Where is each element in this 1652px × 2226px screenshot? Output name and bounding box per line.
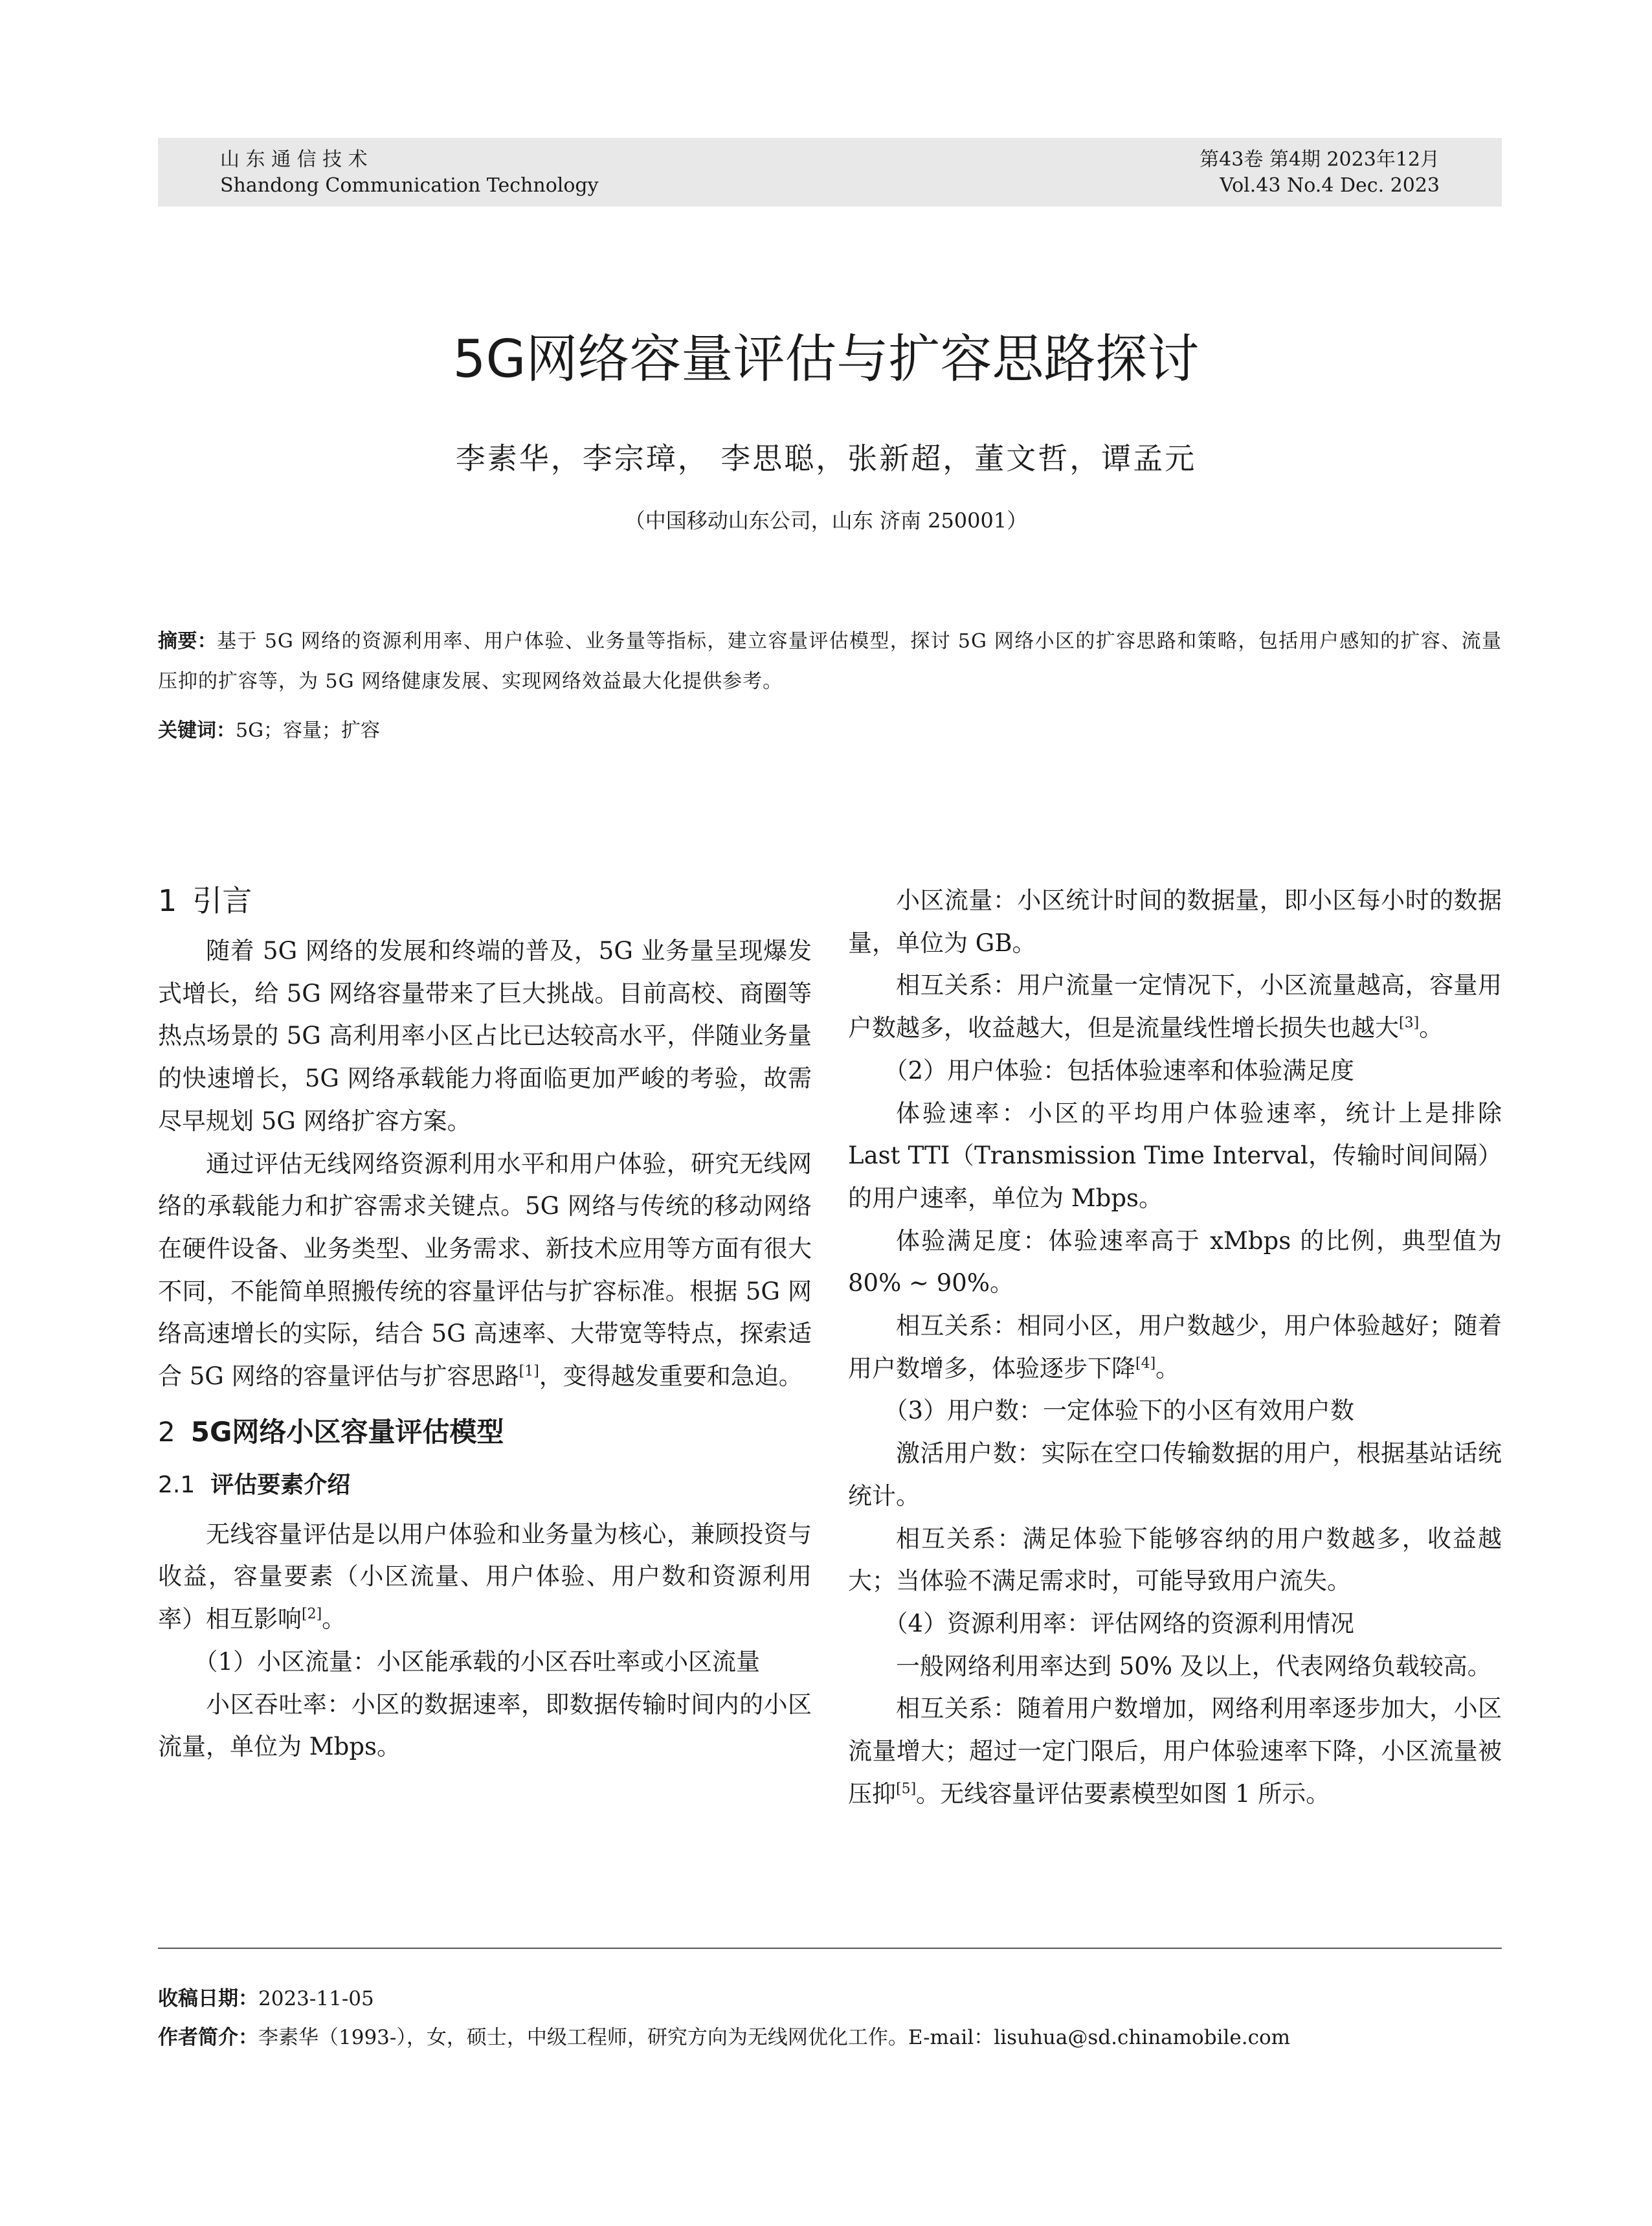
paragraph	[848, 1645, 1502, 1688]
issue-info-en: Vol.43 No.4 Dec. 2023	[1220, 174, 1440, 197]
paragraph-text: 。	[1155, 1354, 1180, 1382]
paragraph-text: 。	[1419, 1014, 1444, 1042]
paragraph-text: 体验速率：小区的平均用户体验速率，统计上是排除 Last TTI（Transmission Time Interval，传输时间间隔）的用户速率，单位为 Mbps。	[848, 1099, 1502, 1212]
citation: [4]	[1135, 1355, 1156, 1372]
section-number: 2	[158, 1415, 175, 1448]
paragraph	[848, 1220, 1502, 1305]
paragraph	[848, 1092, 1502, 1220]
paragraph-text: ，变得越发重要和急迫。	[539, 1362, 803, 1391]
paragraph-text: （2）用户体验：包括体验速率和体验满足度	[884, 1056, 1355, 1085]
author-list: 李素华，李宗璋， 李思聪，张新超，董文哲，谭孟元	[455, 441, 1197, 476]
abstract-label: 摘要：	[158, 630, 218, 653]
paragraph	[848, 964, 1502, 1049]
section-heading-model	[158, 1412, 812, 1452]
affiliation: （中国移动山东公司，山东 济南 250001）	[624, 508, 1028, 533]
paragraph-text: 相互关系：相同小区，用户数越少，用户体验越好；随着用户数增多，体验逐步下降	[848, 1312, 1502, 1382]
right-column	[848, 879, 1502, 1815]
journal-name-cn: 山 东 通 信 技 术	[220, 148, 368, 171]
paragraph-text: 无线容量评估是以用户体验和业务量为核心，兼顾投资与收益，容量要素（小区流量、用户体验、用户数和资源利用率）相互影响	[158, 1520, 812, 1634]
issue-info-cn: 第43卷 第4期 2023年12月	[1200, 148, 1440, 171]
author-bio	[158, 2023, 1502, 2052]
section-heading-introduction	[158, 879, 812, 922]
footnote-divider	[158, 1948, 1502, 1949]
paragraph-text: 相互关系：满足体验下能够容纳的用户数越多，收益越大；当体验不满足需求时，可能导致用户流失。	[848, 1524, 1502, 1595]
subsection-heading	[158, 1467, 812, 1504]
paragraph	[158, 1641, 812, 1683]
subsection-title: 评估要素介绍	[210, 1471, 351, 1498]
left-column	[158, 879, 812, 1768]
section-title: 5G网络小区容量评估模型	[190, 1415, 504, 1448]
received-date	[158, 1984, 1502, 2014]
header-right	[1200, 147, 1440, 199]
paragraph-text: （4）资源利用率：评估网络的资源利用情况	[884, 1609, 1355, 1637]
paragraph-text: 相互关系：随着用户数增加，网络利用率逐步加大，小区流量增大；超过一定门限后，用户体验速率下降，小区流量被压抑	[848, 1694, 1502, 1808]
received-value: 2023-11-05	[258, 1987, 374, 2010]
paragraph-text: 小区流量：小区统计时间的数据量，即小区每小时的数据量，单位为 GB。	[848, 886, 1502, 957]
journal-header	[158, 138, 1502, 207]
abstract	[158, 622, 1502, 702]
paragraph-text: 通过评估无线网络资源利用水平和用户体验，研究无线网络的承载能力和扩容需求关键点。5G 网络与传统的移动网络在硬件设备、业务类型、业务需求、新技术应用等方面有很大不同，不能简单照搬传统的容量评估与扩容标准。根据 5G 网络高速增长的实际，结合 5G 高速率、大带宽等特点，探索适合 5G 网络的容量评估与扩容思路	[158, 1149, 812, 1391]
citation: [5]	[896, 1781, 917, 1797]
paragraph	[848, 1432, 1502, 1517]
paragraph	[848, 879, 1502, 964]
received-label: 收稿日期：	[158, 1987, 258, 2010]
paragraph-text: 。	[322, 1605, 346, 1634]
author-bio-text: 李素华（1993-），女，硕士，中级工程师，研究方向为无线网优化工作。E-mail：lisuhua@sd.chinamobile.com	[258, 2026, 1291, 2049]
paragraph-text: 相互关系：用户流量一定情况下，小区流量越高，容量用户数越多，收益越大，但是流量线性增长损失也越大	[848, 971, 1502, 1042]
paragraph-text: （1）小区流量：小区能承载的小区吞吐率或小区流量	[194, 1647, 761, 1676]
paragraph	[158, 1683, 812, 1768]
section-number: 1	[158, 883, 177, 918]
keywords	[158, 711, 1502, 751]
paragraph	[848, 1602, 1502, 1645]
paragraph	[848, 1518, 1502, 1602]
paragraph-text: 小区吞吐率：小区的数据速率，即数据传输时间内的小区流量，单位为 Mbps。	[158, 1690, 812, 1761]
journal-name-en: Shandong Communication Technology	[220, 174, 599, 197]
paragraph	[158, 1513, 812, 1641]
subsection-number: 2.1	[158, 1471, 195, 1498]
paragraph	[158, 930, 812, 1143]
keywords-label: 关键词：	[158, 719, 236, 742]
paragraph-text: 。无线容量评估要素模型如图 1 所示。	[916, 1779, 1330, 1808]
paragraph	[848, 1687, 1502, 1815]
citation: [1]	[519, 1363, 539, 1380]
paragraph-text: （3）用户数：一定体验下的小区有效用户数	[884, 1397, 1355, 1425]
paragraph-text: 激活用户数：实际在空口传输数据的用户，根据基站话统统计。	[848, 1439, 1502, 1510]
paragraph-text: 随着 5G 网络的发展和终端的普及，5G 业务量呈现爆发式增长，给 5G 网络容量带来了巨大挑战。目前高校、商圈等热点场景的 5G 高利用率小区占比已达较高水平，伴随业务量的快速增长，5G 网络承载能力将面临更加严峻的考验，故需尽早规划 5G 网络扩容方案。	[158, 937, 812, 1135]
paper-title: 5G网络容量评估与扩容思路探讨	[452, 329, 1200, 389]
citation: [2]	[302, 1606, 322, 1623]
paragraph	[848, 1050, 1502, 1092]
citation: [3]	[1399, 1015, 1420, 1031]
paragraph-text: 体验满足度：体验速率高于 xMbps 的比例，典型值为 80% ~ 90%。	[848, 1226, 1502, 1298]
header-left	[220, 147, 599, 199]
paragraph	[158, 1143, 812, 1398]
paragraph	[848, 1389, 1502, 1432]
paragraph	[848, 1305, 1502, 1389]
paragraph-text: 一般网络利用率达到 50% 及以上，代表网络负载较高。	[896, 1652, 1491, 1680]
author-bio-label: 作者简介：	[158, 2026, 258, 2049]
abstract-text: 基于 5G 网络的资源利用率、用户体验、业务量等指标，建立容量评估模型，探讨 5G 网络小区的扩容思路和策略，包括用户感知的扩容、流量压抑的扩容等，为 5G 网络健康发展、实现网络效益最大化提供参考。	[158, 630, 1502, 693]
section-title: 引言	[192, 883, 252, 918]
keywords-text: 5G；容量；扩容	[236, 719, 381, 742]
